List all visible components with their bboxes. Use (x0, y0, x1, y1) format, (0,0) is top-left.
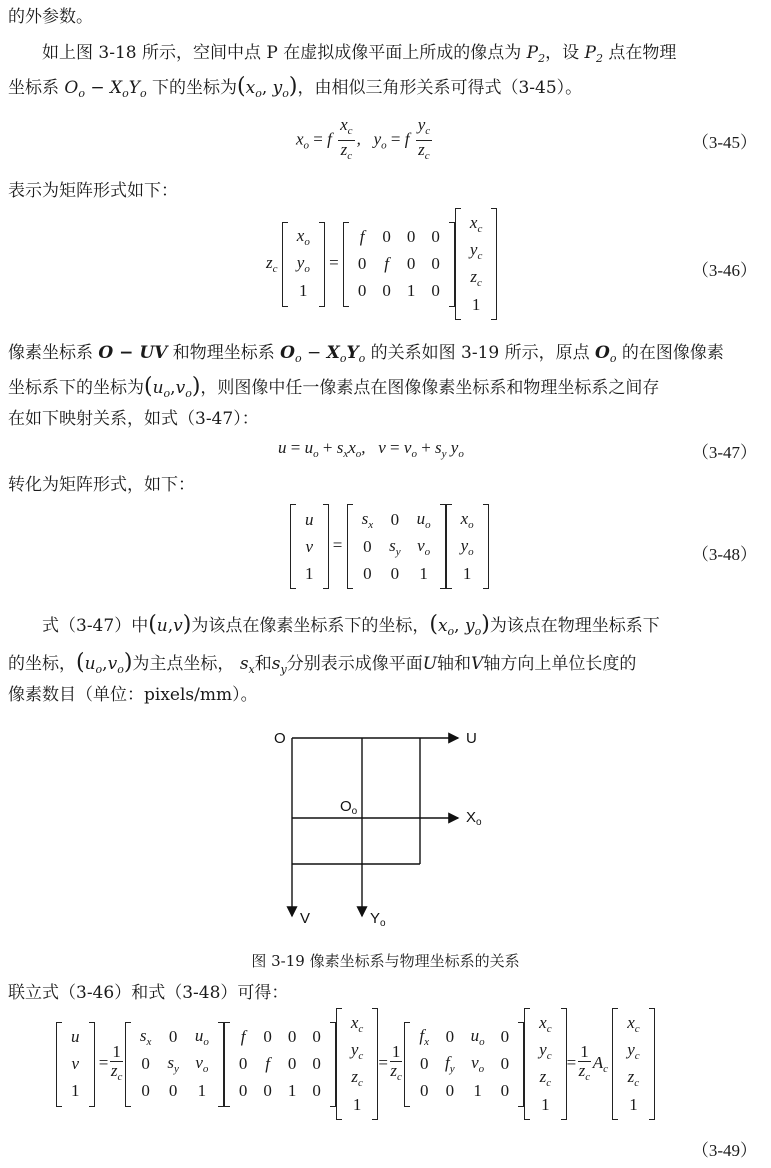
text: 下的坐标为 (146, 78, 238, 98)
paragraph-line: 的坐标，$(u_o,v_o)$为主点坐标， $s_x$和$s_y$分别表示成像平面U轴和V轴方向上单位长度的 (8, 650, 637, 676)
matrix: $x_c$ $y_c$ $z_c$ 1 (336, 1008, 378, 1120)
matrix: u v 1 (56, 1022, 95, 1107)
text: 为该点在像素坐标系下的坐标， (191, 616, 430, 636)
paragraph-line (8, 178, 763, 204)
text: 点在物理 (602, 43, 677, 63)
label-xo: $X_o$ (466, 809, 482, 828)
text: ，由相似三角形关系可得式（3-45）。 (297, 78, 583, 98)
matrix: $x_o$ $y_o$ 1 (446, 504, 489, 589)
text: 的关系如图 3-19 所示，原点 (365, 343, 596, 363)
matrix: $x_c$ $y_c$ $z_c$ 1 (524, 1008, 566, 1120)
equation-3-45: $x_o = f$ $\frac{x_c}{z_c}$ , $y_o = f$ $\frac{y_c}{z_c}$ (296, 115, 431, 162)
equation-3-49: u v 1 = $\frac{1}{z_c}$ $s_x$ 0 $u_o$ 0 $s_y$ $v_o$ 0 0 1 f 0 0 0 0 f 0 0 0 0 1 0 $x_c$ $y_c$ $z_c$ 1 = $\frac{1}{z_c}$ $f_x$ 0 $u_o$ 0 0 $f_y$ $v_o$ 0 0 0 1 0 $x_c$ $y_c$ $z_c$ 1 = $\frac{1}{z_c}$ $A_c$ $x_c$ $y_c$ $z_c$ 1 (56, 1008, 655, 1120)
matrix: $x_c$ $y_c$ $z_c$ 1 (612, 1008, 654, 1120)
text: 和 (254, 654, 272, 674)
equation-number: （3-45） (691, 133, 757, 152)
text: 坐标系下的坐标为 (8, 378, 144, 398)
label-oo: $O_o$ (340, 798, 358, 817)
text: 转化为矩阵形式，如下： (8, 475, 195, 495)
label-v: V (300, 910, 311, 927)
matrix: $s_x$ 0 $u_o$ 0 $s_y$ $v_o$ 0 0 1 (347, 504, 446, 589)
paragraph-line: 式（3-47）中(u,v)为该点在像素坐标系下的坐标，($x_o$, $y_o$)为该点在物理坐标系下 (42, 612, 660, 638)
paragraph-line: 像素坐标系 O − UV 和物理坐标系 $O_o - X_oY_o$ 的关系如图 3-19 所示，原点 $O_o$ 的在图像像素 (8, 343, 724, 365)
text: 和物理坐标系 (167, 343, 281, 363)
matrix: f 0 0 0 0 f 0 0 0 0 1 0 (224, 1022, 336, 1107)
matrix: u v 1 (290, 504, 329, 589)
matrix: $f_x$ 0 $u_o$ 0 0 $f_y$ $v_o$ 0 0 0 1 0 (404, 1022, 524, 1107)
label-o: O (274, 730, 286, 747)
equation-number: （3-47） (691, 443, 757, 462)
text: 如上图 3-18 所示，空间中点 P 在虚拟成像平面上所成的像点为 (42, 43, 527, 63)
text: ，设 (545, 43, 585, 63)
paragraph-line (8, 406, 763, 432)
text: 的外参数。 (8, 7, 93, 27)
label-yo: $Y_o$ (370, 910, 386, 929)
text: 为主点坐标， (132, 654, 235, 674)
text: 的在图像像素 (616, 343, 724, 363)
paragraph-line (8, 472, 763, 498)
equation-number: （3-49） (691, 1141, 757, 1160)
text: 联立式（3-46）和式（3-48）可得： (8, 983, 289, 1003)
text: 轴方向上单位长度的 (483, 654, 637, 674)
matrix: $x_c$ $y_c$ $z_c$ 1 (455, 208, 497, 320)
paragraph-line (8, 682, 763, 708)
paragraph-line (8, 980, 763, 1006)
equation-3-48: u v 1 = $s_x$ 0 $u_o$ 0 $s_y$ $v_o$ 0 0 1 $x_o$ $y_o$ 1 (290, 504, 489, 589)
text: 像素数目（单位：pixels/mm）。 (8, 685, 258, 705)
equation-number: （3-48） (691, 545, 757, 564)
text: 像素坐标系 (8, 343, 99, 363)
text: 分别表示成像平面 (286, 654, 423, 674)
matrix: f 0 0 0 0 f 0 0 0 0 1 0 (343, 222, 455, 307)
text: 的坐标， (8, 654, 76, 674)
paragraph-line: 坐标系 $O_o - X_oY_o$ 下的坐标为($x_o$, $y_o$)，由相似三角形关系可得式（3-45）。 (8, 74, 583, 100)
equation-number: （3-46） (691, 261, 757, 280)
text: ，则图像中任一像素点在图像像素坐标系和物理坐标系之间存 (200, 378, 660, 398)
paragraph-line (8, 4, 763, 30)
matrix: $x_o$ $y_o$ 1 (282, 222, 325, 307)
text: 轴和 (437, 654, 472, 674)
paragraph-line: 坐标系下的坐标为$(u_o,v_o)$，则图像中任一像素点在图像像素坐标系和物理坐标系之间存 (8, 374, 660, 400)
equation-3-47: $u = u_o + s_xx_o$, $v = v_o + s_y$ $y_o$ (278, 438, 464, 460)
label-u: U (466, 730, 477, 747)
equation-3-46: $z_c$ $x_o$ $y_o$ 1 = f 0 0 0 0 f 0 0 0 0 1 0 $x_c$ $y_c$ $z_c$ 1 (266, 208, 497, 320)
paragraph-line: 如上图 3-18 所示，空间中点 P 在虚拟成像平面上所成的像点为 $P_2$，设 $P_2$ 点在物理 (42, 43, 677, 65)
text: 坐标系 (8, 78, 65, 98)
text: 式（3-47）中 (42, 616, 149, 636)
figure-caption: 图 3-19 像素坐标系与物理坐标系的关系 (251, 952, 520, 970)
text: 在如下映射关系，如式（3-47）： (8, 409, 259, 429)
text: 表示为矩阵形式如下： (8, 181, 178, 201)
coordinate-figure (0, 720, 771, 940)
matrix: $s_x$ 0 $u_o$ 0 $s_y$ $v_o$ 0 0 1 (125, 1022, 224, 1107)
text: 为该点在物理坐标系下 (489, 616, 660, 636)
